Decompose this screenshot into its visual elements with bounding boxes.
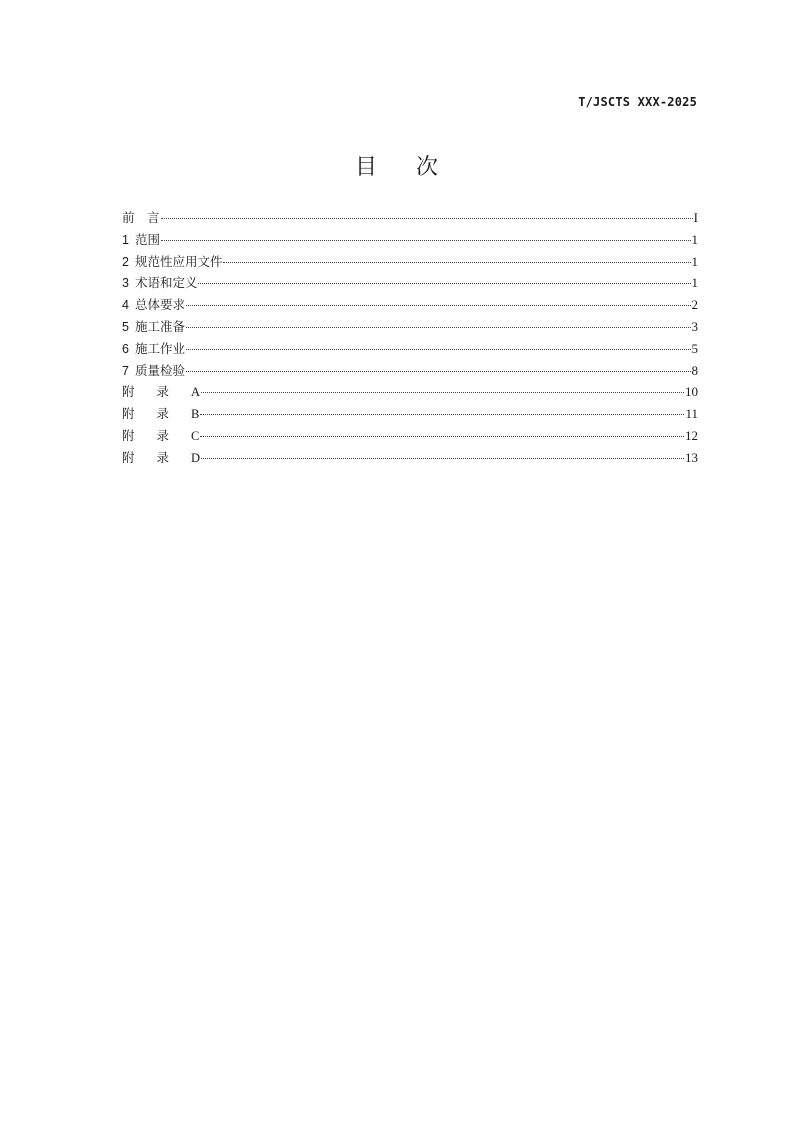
toc-item-appendix-d[interactable] [122, 448, 698, 470]
toc-page-number: 11 [685, 406, 698, 422]
toc-title-text: 总体要求 [134, 297, 185, 313]
toc-label [122, 404, 199, 422]
dot-leader [186, 371, 691, 372]
toc-label [122, 273, 197, 291]
toc-title-text: 规范性应用文件 [134, 253, 223, 269]
section-number: 2 [122, 254, 129, 269]
dot-leader [161, 240, 691, 241]
toc-page-number: 5 [691, 340, 698, 356]
toc-title-text: 前 言 [122, 210, 160, 225]
appendix-letter: B [190, 407, 200, 422]
dot-leader [223, 262, 690, 263]
section-number: 6 [122, 341, 129, 356]
toc-label [122, 339, 185, 357]
section-number: 4 [122, 298, 129, 313]
dot-leader [201, 458, 684, 459]
toc-page-number: 8 [691, 362, 698, 378]
dot-leader [161, 218, 693, 219]
toc-item-general-requirements[interactable] [122, 295, 698, 317]
toc-item-scope[interactable] [122, 230, 698, 252]
toc-item-appendix-b[interactable] [122, 404, 698, 426]
table-of-contents [122, 208, 698, 470]
toc-page-number: 13 [685, 449, 698, 465]
toc-label [122, 230, 160, 248]
section-number: 1 [122, 232, 129, 247]
appendix-letter: C [190, 428, 200, 443]
toc-label [122, 382, 200, 400]
toc-label [122, 295, 185, 313]
appendix-letter: A [190, 385, 200, 400]
toc-label [122, 208, 160, 226]
dot-leader [198, 283, 690, 284]
dot-leader [200, 414, 684, 415]
toc-title-text: 施工作业 [134, 340, 185, 356]
toc-item-quality-inspection[interactable] [122, 361, 698, 383]
toc-page-number: 1 [691, 253, 698, 269]
document-code: T/JSCTS XXX-2025 [578, 95, 697, 109]
toc-label [122, 426, 199, 444]
section-number: 7 [122, 363, 129, 378]
section-number: 3 [122, 276, 129, 291]
dot-leader [186, 349, 691, 350]
toc-item-appendix-c[interactable] [122, 426, 698, 448]
toc-page-number: I [693, 210, 698, 225]
toc-label [122, 252, 222, 270]
toc-title-text: 质量检验 [134, 362, 185, 378]
appendix-letter: D [190, 450, 200, 465]
section-number: 5 [122, 319, 129, 334]
dot-leader [186, 327, 691, 328]
toc-page-number: 10 [685, 384, 698, 400]
toc-item-appendix-a[interactable] [122, 382, 698, 404]
toc-item-construction-operation[interactable] [122, 339, 698, 361]
dot-leader [186, 305, 691, 306]
toc-title-text: 附 录 [122, 427, 178, 443]
toc-label [122, 448, 200, 466]
toc-page-number: 3 [691, 318, 698, 334]
toc-item-terms-definitions[interactable] [122, 273, 698, 295]
toc-title-text: 附 录 [122, 406, 178, 422]
toc-title-text: 范围 [134, 231, 160, 247]
toc-label [122, 361, 185, 379]
dot-leader [200, 436, 684, 437]
dot-leader [201, 392, 684, 393]
toc-page-number: 1 [691, 231, 698, 247]
toc-item-normative-references[interactable] [122, 252, 698, 274]
toc-title-text: 术语和定义 [134, 275, 198, 291]
toc-title-text: 施工准备 [134, 318, 185, 334]
toc-item-foreword[interactable] [122, 208, 698, 230]
toc-page-number: 2 [691, 297, 698, 313]
toc-title-text: 附 录 [122, 384, 178, 400]
toc-page-number: 12 [685, 427, 698, 443]
toc-page-number: 1 [691, 275, 698, 291]
toc-title-text: 附 录 [122, 449, 178, 465]
toc-item-construction-preparation[interactable] [122, 317, 698, 339]
page-title: 目 次 [355, 155, 454, 180]
toc-label [122, 317, 185, 335]
